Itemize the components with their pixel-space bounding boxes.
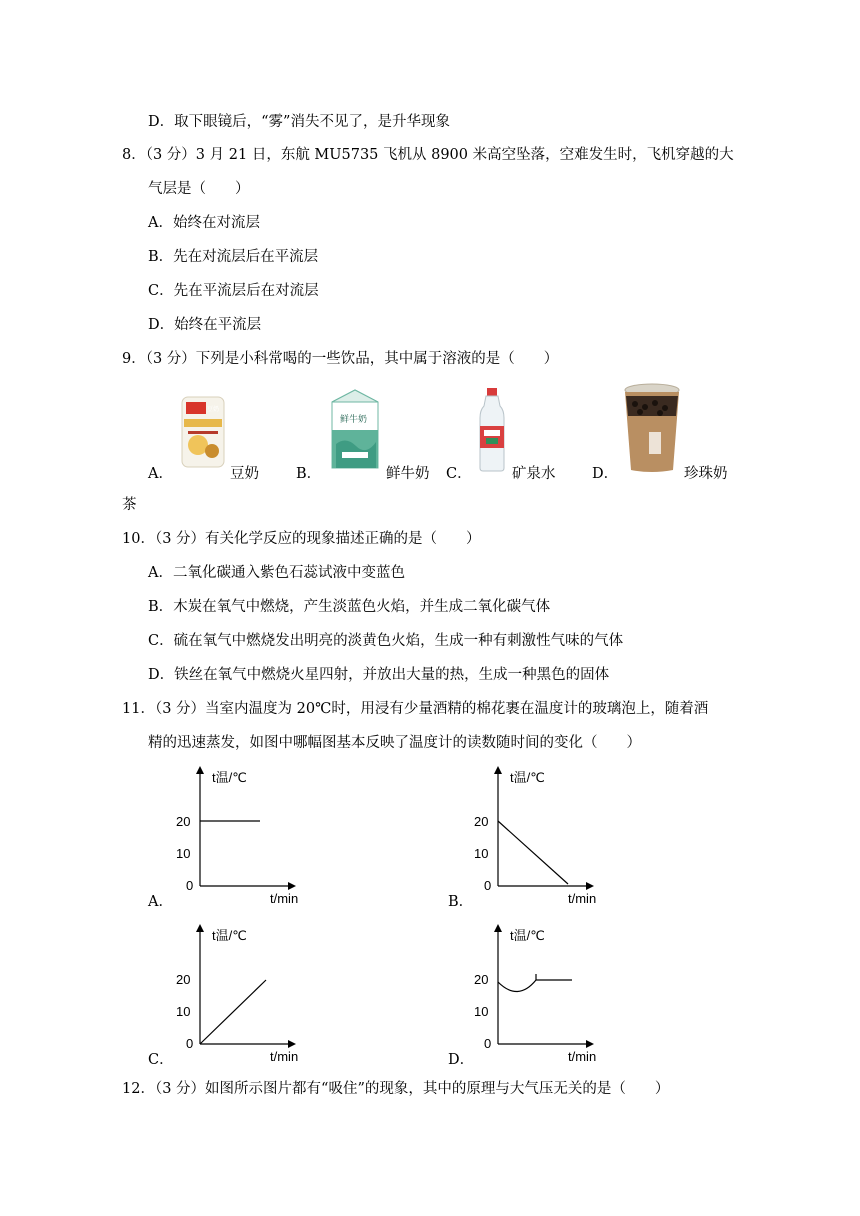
graph-a-xlabel: t/min [270,891,299,906]
graph-c-tick-0: 0 [186,1036,194,1051]
q10-stem: 10．（3 分）有关化学反应的现象描述正确的是（ ） [122,531,481,547]
graph-c-tick-10: 10 [176,1004,191,1019]
graph-a-ylabel: t温/℃ [212,770,247,785]
graph-c [170,922,310,1066]
graph-a-letter: A． [148,894,173,910]
graph-b-curve [498,821,568,884]
q9-option-b-label: 鲜牛奶 [386,466,430,482]
graph-d-tick-0: 0 [484,1036,492,1051]
bubble-tea-image [621,382,683,474]
graph-a-tick-10: 10 [176,846,191,861]
fresh-milk-image [326,388,384,470]
graph-d [468,922,608,1066]
graph-b-xlabel: t/min [568,891,597,906]
q10-option-c: C．硫在氧气中燃烧发出明亮的淡黄色火焰，生成一种有刺激性气味的气体 [148,633,624,649]
q10-option-a: A．二氧化碳通入紫色石蕊试液中变蓝色 [148,565,405,581]
graph-d-tick-20: 20 [474,972,489,987]
graph-c-xlabel: t/min [270,1049,299,1064]
graph-c-ylabel: t温/℃ [212,928,247,943]
graph-d-tick-10: 10 [474,1004,489,1019]
graph-d-xlabel: t/min [568,1049,597,1064]
fresh-milk-label-art: 鲜牛奶 [340,414,368,424]
q9-option-d-wrap: 茶 [122,497,137,513]
q9-option-d-letter: D． [592,466,619,482]
graph-a [170,764,310,908]
q9-option-b-letter: B． [296,466,322,482]
q11-stem-line1: 11．（3 分）当室内温度为 20℃时，用浸有少量酒精的棉花裹在温度计的玻璃泡上，随着酒 [122,701,709,717]
q8-stem-line2: 气层是（ ） [148,181,250,197]
q9-option-a-letter: A． [148,466,173,482]
graph-d-ylabel: t温/℃ [510,928,545,943]
q8-option-a: A．始终在对流层 [148,215,260,231]
graph-b [468,764,608,908]
graph-a-tick-0: 0 [186,878,194,893]
q9-stem: 9．（3 分）下列是小科常喝的一些饮品，其中属于溶液的是（ ） [122,351,559,367]
graph-b-letter: B． [448,894,474,910]
graph-b-tick-0: 0 [484,878,492,893]
q12-stem: 12．（3 分）如图所示图片都有“吸住”的现象，其中的原理与大气压无关的是（ ） [122,1081,670,1097]
q8-option-b: B．先在对流层后在平流层 [148,249,319,265]
graph-c-letter: C． [148,1052,174,1068]
q8-option-c: C．先在平流层后在对流层 [148,283,319,299]
graph-a-tick-20: 20 [176,814,191,829]
q9-option-d-label: 珍珠奶 [684,466,728,482]
soy-milk-label-art: 豆奶 [207,407,220,413]
q8-stem-line1: 8．（3 分）3 月 21 日，东航 MU5735 飞机从 8900 米高空坠落，空难发生时，飞机穿越的大 [122,147,734,163]
graph-b-tick-20: 20 [474,814,489,829]
graph-c-tick-20: 20 [176,972,191,987]
q11-stem-line2: 精的迅速蒸发，如图中哪幅图基本反映了温度计的读数随时间的变化（ ） [148,735,641,751]
q9-option-c-label: 矿泉水 [512,466,556,482]
graph-b-tick-10: 10 [474,846,489,861]
q9-option-a-label: 豆奶 [230,466,259,482]
q8-option-d: D．始终在平流层 [148,317,262,333]
graph-d-curve [498,980,572,992]
graph-b-ylabel: t温/℃ [510,770,545,785]
q9-option-c-letter: C． [446,466,472,482]
q7-option-d: D．取下眼镜后，“雾”消失不见了，是升华现象 [148,114,450,130]
soy-milk-image [180,393,226,469]
q10-option-d: D．铁丝在氧气中燃烧火星四射，并放出大量的热，生成一种黑色的固体 [148,667,610,683]
graph-d-letter: D． [448,1052,475,1068]
graph-c-curve [200,980,266,1044]
mineral-water-image [476,386,508,472]
q10-option-b: B．木炭在氧气中燃烧，产生淡蓝色火焰，并生成二氧化碳气体 [148,599,551,615]
